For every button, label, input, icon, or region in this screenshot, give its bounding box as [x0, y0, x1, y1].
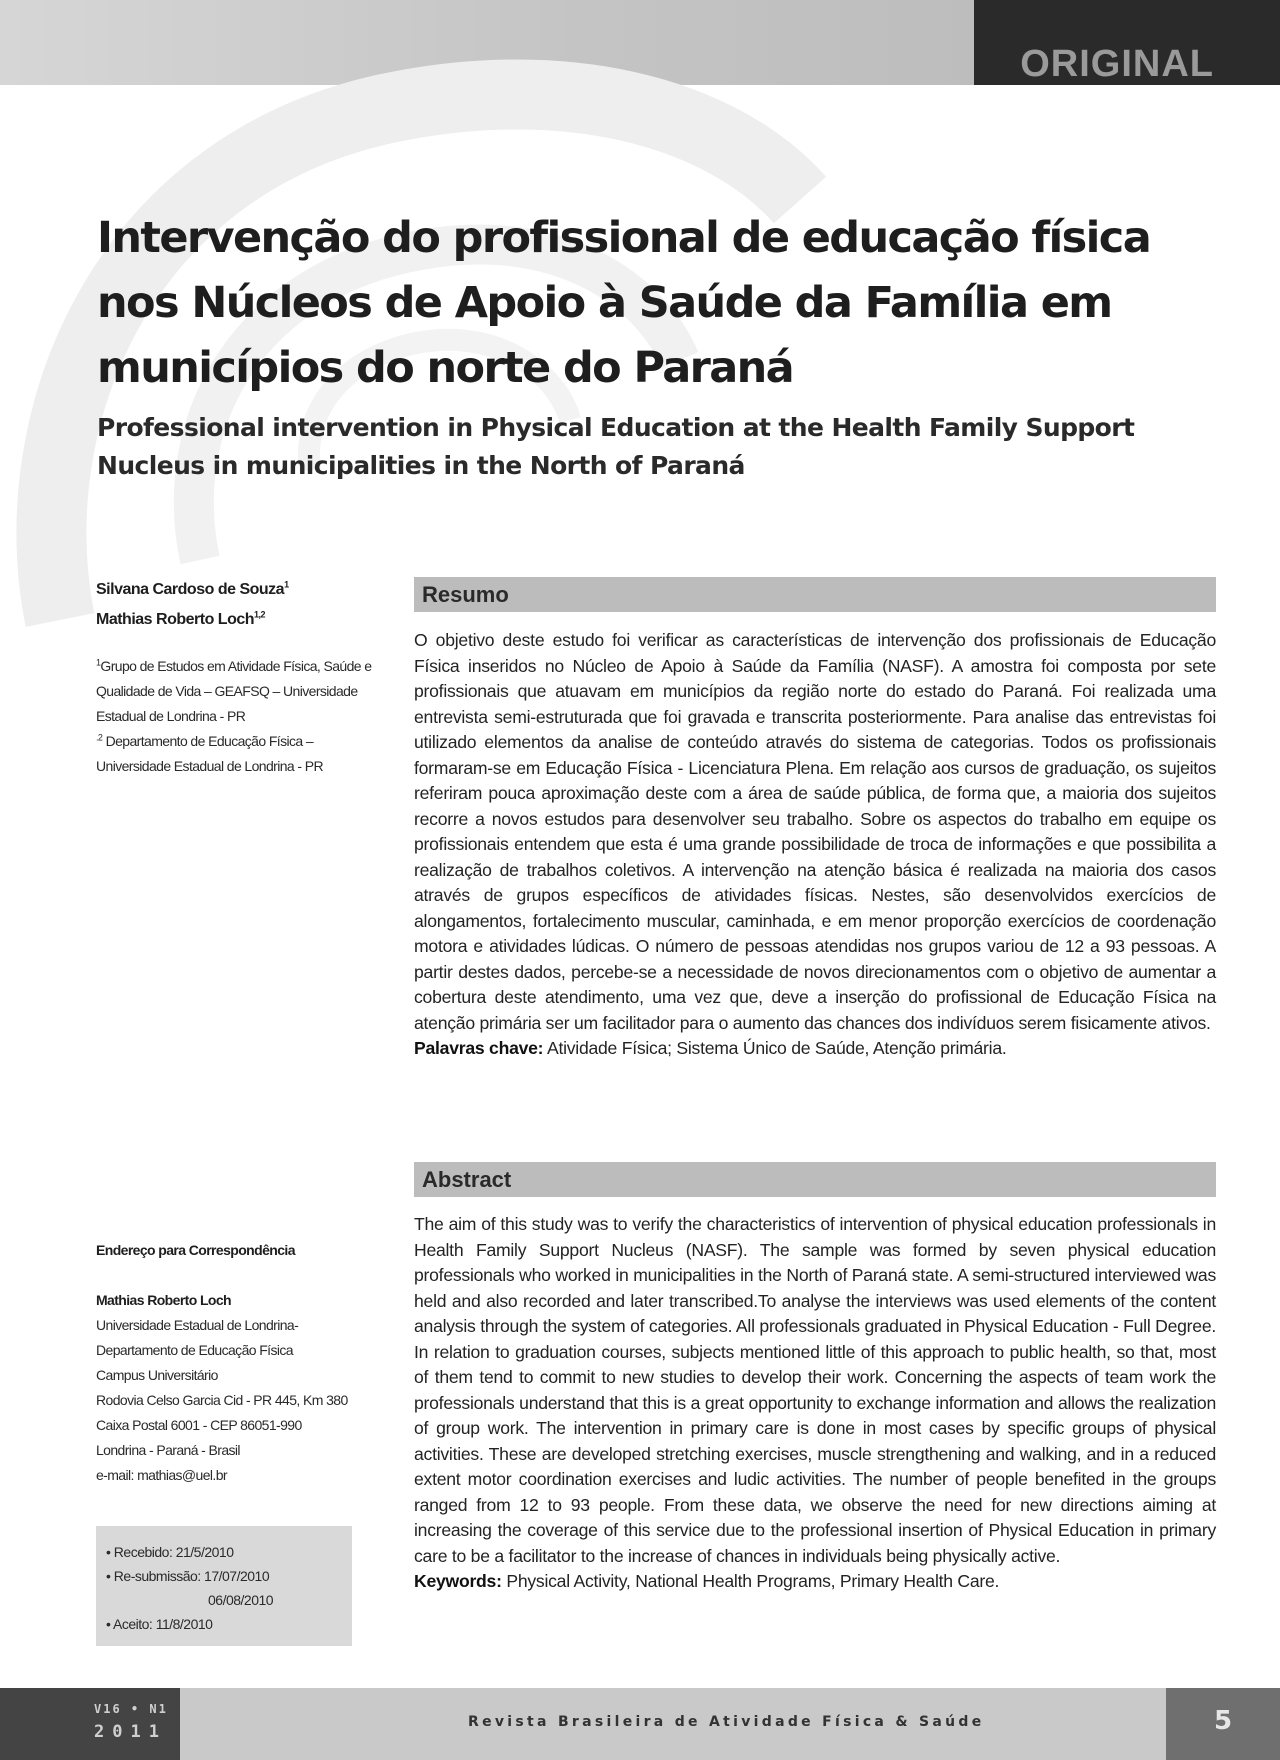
resumo-section — [414, 628, 1216, 1062]
author: Mathias Roberto Loch$^{1,2}$ — [96, 609, 266, 628]
submission-dates-box — [96, 1526, 352, 1646]
abstract-text: The aim of this study was to verify the characteristics of intervention of physical education professionals in Health Family Support Nucleus (NASF). The sample was formed by seven physical education professionals who worked in municipalities in the North of Paraná state. A semi-structured interviewed was held and also recorded and later transcribed.To analyse the interviews was used elements of the content analysis through the system of categories. All professionals graduated in Physical Education - Full Degree. In relation to graduation courses, subjects mentioned little of this approach to public health, so that, most of them tend to commit to new studies to develop their work. Concerning the aspects of team work the professionals understand that this is a great opportunity to exchange information and allows the realization of group work. The intervention in primary care is done in most cases by specific groups of physical activities. These are developed stretching exercises, muscle strengthening and walking, and in a reduced extent motor coordination exercises and ludic activities. The number of people benefited in the groups ranged from 12 to 93 people. From these data, we observe the need for new directions aiming at increasing the coverage of this service due to the professional insertion of Physical Education in primary care to be a facilitator to the increase of chances in individuals being physically active. — [414, 1214, 1216, 1566]
resumo-text: O objetivo deste estudo foi verificar as características de intervenção dos profissionais de Educação Física inseridos no Núcleo de Apoio à Saúde da Família (NASF). A amostra foi composta por sete profissionais que atuavam em municípios da região norte do estado do Paraná. Foi realizada uma entrevista semi-estruturada que foi gravada e transcrita posteriormente. Para analise das entrevistas foi utilizado elementos da analise de conteúdo através do sistema de categorias. Todos os profissionais formaram-se em Educação Física - Licenciatura Plena. Em relação aos cursos de graduação, os sujeitos referiram pouca aproximação deste com a área de saúde pública, de forma que, a maioria dos sujeitos recorre a novos estudos para desenvolver seu trabalho. Sobre os aspectos do trabalho em equipe os profissionais entendem que esta é uma grande possibilidade de troca de informações e que possibilita a realização de trabalhos coletivos. A intervenção na atenção básica é realizada na maioria dos casos através de grupos específicos de atividades físicas. Nestes, são desenvolvidos exercícios de alongamentos, fortalecimento muscular, caminhada, e em menor proporção exercícios de coordenação motora e atividades lúdicas. O número de pessoas atendidas nos grupos variou de 12 a 93 pessoas. A partir destes dados, percebe-se a necessidade de novos direcionamentos com o objetivo de aumentar a cobertura deste atendimento, uma vez que, deve a inserção do profissional de Educação Física na atenção primária ser um facilitador para o aumento das chances dos indivíduos serem fisicamente ativos. — [414, 630, 1216, 1033]
address-line: Londrina - Paraná - Brasil — [96, 1442, 240, 1458]
address-line: Rodovia Celso Garcia Cid - PR 445, Km 380 — [96, 1392, 348, 1408]
keywords-label: Keywords: — [414, 1571, 502, 1591]
correspondence-heading: Endereço para Correspondência — [96, 1242, 295, 1258]
page-number: 5 — [1213, 1706, 1233, 1736]
keywords-text: Atividade Física; Sistema Único de Saúde, Atenção primária. — [546, 1038, 1007, 1058]
abstract-keywords — [414, 1569, 1216, 1595]
email-link[interactable]: e-mail: mathias@uel.br — [96, 1467, 227, 1483]
correspondence-name: Mathias Roberto Loch — [96, 1292, 232, 1308]
keywords-label: Palavras chave: — [414, 1038, 544, 1058]
resumo-keywords — [414, 1036, 1216, 1062]
author-list — [96, 575, 386, 635]
abstract-section — [414, 1212, 1216, 1595]
resumo-heading: Resumo — [414, 577, 1216, 612]
footer-volume: V16 • N1 — [94, 1702, 168, 1716]
keywords-text: Physical Activity, National Health Programs, Primary Health Care. — [506, 1571, 1000, 1591]
affiliation: $^1$Grupo de Estudos em Atividade Física, Saúde e Qualidade de Vida – GEAFSQ – Universidade Estadual de Londrina - PR — [96, 657, 372, 724]
address-line: Campus Universitário — [96, 1367, 218, 1383]
section-label: ORIGINAL — [1020, 43, 1214, 85]
correspondence-block — [96, 1238, 386, 1488]
header-band — [0, 0, 974, 85]
article-subtitle: Professional intervention in Physical Education at the Health Family Support Nucleus in municipalities in the North of Paraná — [97, 413, 1135, 480]
received-date: • Recebido: 21/5/2010 — [106, 1544, 234, 1560]
article-title: Intervenção do profissional de educação física nos Núcleos de Apoio à Saúde da Família em municípios do norte do Paraná — [97, 213, 1151, 393]
section-label-box — [974, 0, 1280, 85]
address-line: Caixa Postal 6001 - CEP 86051-990 — [96, 1417, 302, 1433]
resubmission-date: • Re-submissão: 17/07/2010 — [106, 1568, 270, 1584]
footer-year: 2011 — [94, 1722, 167, 1742]
accepted-date: • Aceito: 11/8/2010 — [106, 1616, 213, 1632]
footer-journal-name: Revista Brasileira de Atividade Física & Saúde — [468, 1714, 985, 1730]
affiliations — [96, 654, 386, 779]
resubmission-date-2: 06/08/2010 — [208, 1592, 274, 1608]
address-line: Universidade Estadual de Londrina- — [96, 1317, 299, 1333]
author: Silvana Cardoso de Souza$^1$ — [96, 579, 289, 598]
affiliation: $^{.2}$ Departamento de Educação Física – Universidade Estadual de Londrina - PR — [96, 732, 324, 774]
abstract-heading: Abstract — [414, 1162, 1216, 1197]
address-line: Departamento de Educação Física — [96, 1342, 293, 1358]
